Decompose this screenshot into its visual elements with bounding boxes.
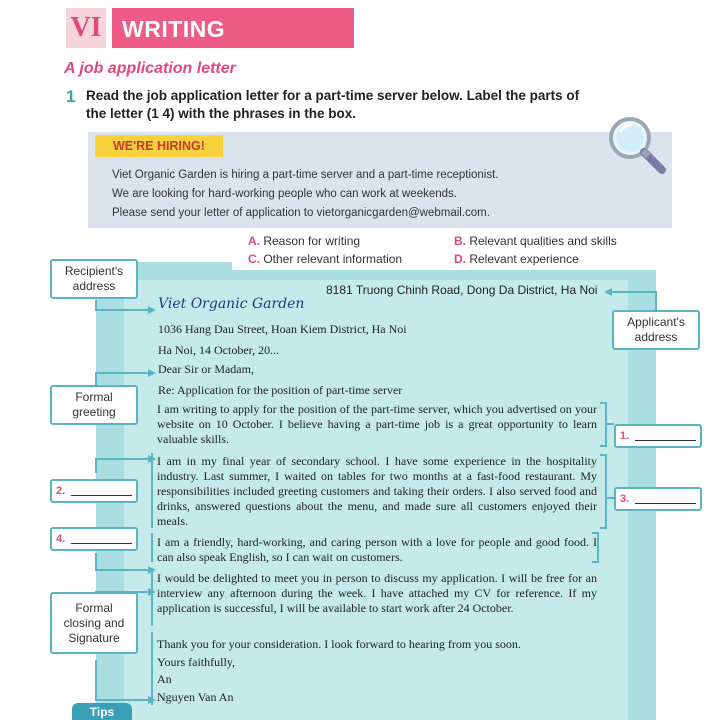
- label-formal-greeting: Formal greeting: [50, 385, 138, 425]
- tips-tab[interactable]: Tips: [72, 703, 132, 720]
- paragraph-other-info: I would be delighted to meet you in person to discuss my application. I will be free for an interview any afternoon during the week. I have attached my CV for reference. If my application is successful, I will be available to start work after 24 October.: [157, 571, 597, 615]
- phrase-item: A. Reason for writing: [248, 234, 361, 248]
- phrase-item: D. Relevant experience: [454, 252, 579, 266]
- answer-box-3[interactable]: 3.: [614, 487, 702, 511]
- task-instruction: Read the job application letter for a part-time server below. Label the parts of the letter (1 4) with the phrases in the box.: [86, 88, 580, 121]
- closing-line: Thank you for your consideration. I look forward to hearing from you soon.: [157, 637, 521, 651]
- paragraph-reason: I am writing to apply for the position of the part-time server, which you advertised on your website on 10 October. I believe having a part-time job is a great opportunity to learn valuable skills.: [157, 402, 597, 446]
- phrase-item: C. Other relevant information: [248, 252, 403, 266]
- signature: An: [157, 672, 172, 686]
- recipient-name-logo: Viet Organic Garden: [158, 296, 305, 312]
- answer-blank[interactable]: [635, 431, 696, 441]
- label-recipients-address: Recipient's address: [50, 259, 138, 299]
- answer-blank[interactable]: [71, 486, 132, 496]
- ad-line: Please send your letter of application to vietorganicgarden@webmail.com.: [112, 207, 490, 219]
- answer-blank[interactable]: [635, 494, 696, 504]
- answer-box-1[interactable]: 1.: [614, 424, 702, 448]
- letter-date: Ha Noi, 14 October, 20...: [158, 343, 280, 357]
- full-name: Nguyen Van An: [157, 690, 234, 704]
- label-formal-closing: Formal closing and Signature: [50, 592, 138, 654]
- ad-line: We are looking for hard-working people who can work at weekends.: [112, 188, 457, 200]
- sign-off: Yours faithfully,: [157, 655, 236, 669]
- section-number: VI: [66, 8, 106, 48]
- answer-box-4[interactable]: 4.: [50, 527, 138, 551]
- task-number: 1: [66, 87, 76, 106]
- paragraph-experience: I am in my final year of secondary school. I have some experience in the hospitality industry. Last summer, I waited on tables for two months at a fast-food restaurant. My responsibilities included greeting customers and taking their orders. I also served food and drinks, answered questions about the menu, and made sure all customers enjoyed their meals.: [157, 454, 597, 528]
- recipient-street: 1036 Hang Dau Street, Hoan Kiem District, Ha Noi: [158, 322, 407, 336]
- phrase-item: B. Relevant qualities and skills: [454, 234, 617, 248]
- paragraph-qualities: I am a friendly, hard-working, and caring person with a love for people and good food. I can also speak English, so I can wait on customers.: [157, 535, 597, 564]
- subject-line: Re: Application for the position of part-time server: [158, 383, 403, 397]
- label-applicants-address: Applicant's address: [612, 310, 700, 350]
- ad-line: Viet Organic Garden is hiring a part-time server and a part-time receptionist.: [112, 169, 499, 181]
- section-title: WRITING: [112, 8, 354, 48]
- answer-blank[interactable]: [71, 534, 132, 544]
- subheading: A job application letter: [64, 60, 236, 77]
- answer-box-2[interactable]: 2.: [50, 479, 138, 503]
- hiring-tag: WE'RE HIRING!: [95, 135, 223, 157]
- sender-address: 8181 Truong Chinh Road, Dong Da District, Ha Noi: [326, 283, 598, 297]
- salutation: Dear Sir or Madam,: [158, 362, 254, 376]
